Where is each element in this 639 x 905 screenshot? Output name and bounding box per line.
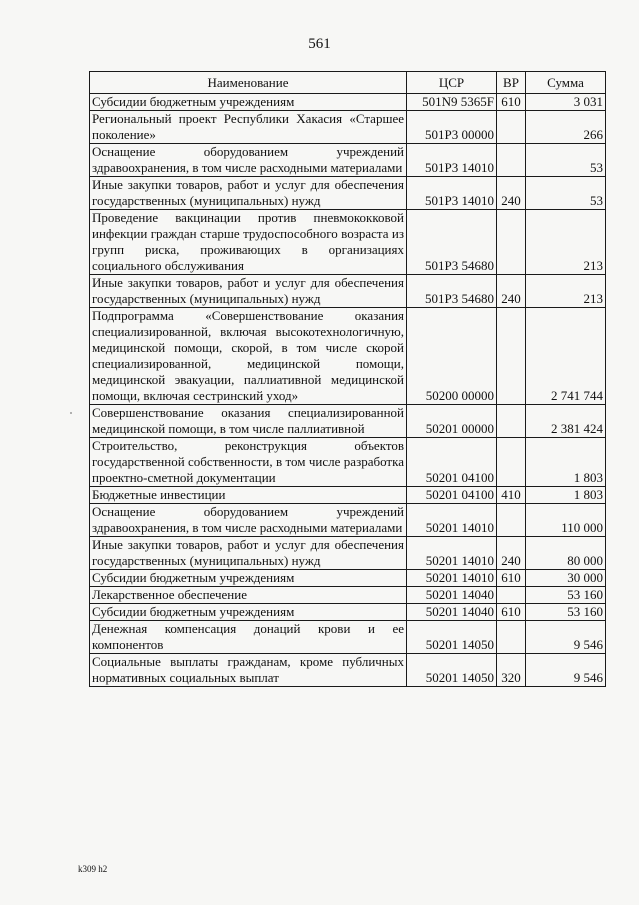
scan-mark — [70, 412, 72, 414]
budget-table — [89, 71, 606, 687]
cell-vr — [497, 308, 526, 405]
cell-vr: 610 — [497, 570, 526, 587]
cell-csr: 50200 00000 — [407, 308, 497, 405]
cell-sum: 2 381 424 — [526, 405, 606, 438]
cell-sum: 80 000 — [526, 537, 606, 570]
cell-csr: 501P3 54680 — [407, 210, 497, 275]
cell-vr: 610 — [497, 94, 526, 111]
cell-name: Иные закупки товаров, работ и услуг для обеспечения государственных (муниципальных) нужд — [90, 275, 407, 308]
cell-name: Оснащение оборудованием учреждений здравоохранения, в том числе расходными материалами — [90, 504, 407, 537]
cell-csr: 50201 04100 — [407, 487, 497, 504]
cell-csr: 50201 04100 — [407, 438, 497, 487]
table-row — [90, 177, 606, 210]
table-row — [90, 587, 606, 604]
cell-name: Проведение вакцинации против пневмококковой инфекции граждан старше трудоспособного возраста из групп риска, проживающих в организациях социального обслуживания — [90, 210, 407, 275]
cell-sum: 9 546 — [526, 621, 606, 654]
cell-name: Бюджетные инвестиции — [90, 487, 407, 504]
table-row — [90, 570, 606, 587]
header-sum: Сумма — [526, 72, 606, 94]
table-row — [90, 308, 606, 405]
cell-sum: 213 — [526, 275, 606, 308]
cell-name: Денежная компенсация донаций крови и ее компонентов — [90, 621, 407, 654]
cell-name: Субсидии бюджетным учреждениям — [90, 94, 407, 111]
cell-name: Совершенствование оказания специализированной медицинской помощи, в том числе паллиативной — [90, 405, 407, 438]
table-row — [90, 275, 606, 308]
header-csr: ЦСР — [407, 72, 497, 94]
cell-sum: 110 000 — [526, 504, 606, 537]
table-row — [90, 621, 606, 654]
cell-vr — [497, 210, 526, 275]
cell-csr: 50201 14010 — [407, 570, 497, 587]
cell-csr: 50201 14050 — [407, 654, 497, 687]
table-row — [90, 210, 606, 275]
cell-csr: 50201 14010 — [407, 504, 497, 537]
cell-sum: 3 031 — [526, 94, 606, 111]
table-row — [90, 94, 606, 111]
cell-sum: 53 — [526, 177, 606, 210]
cell-csr: 501P3 54680 — [407, 275, 497, 308]
cell-name: Иные закупки товаров, работ и услуг для обеспечения государственных (муниципальных) нужд — [90, 177, 407, 210]
cell-vr — [497, 621, 526, 654]
cell-sum: 213 — [526, 210, 606, 275]
table-row — [90, 487, 606, 504]
table-row — [90, 537, 606, 570]
cell-sum: 1 803 — [526, 438, 606, 487]
cell-sum: 30 000 — [526, 570, 606, 587]
table-row — [90, 405, 606, 438]
table-row — [90, 144, 606, 177]
cell-vr — [497, 405, 526, 438]
cell-sum: 1 803 — [526, 487, 606, 504]
cell-vr — [497, 144, 526, 177]
cell-sum: 53 160 — [526, 604, 606, 621]
table-row — [90, 504, 606, 537]
cell-name: Подпрограмма «Совершенствование оказания специализированной, включая высокотехнологичную, медицинской помощи, скорой, в том числе скорой специализированной, медицинской помощи, медицинской эвакуации, паллиативной медицинской помощи, включая сестринский уход» — [90, 308, 407, 405]
cell-vr: 610 — [497, 604, 526, 621]
cell-csr: 50201 00000 — [407, 405, 497, 438]
cell-name: Субсидии бюджетным учреждениям — [90, 570, 407, 587]
table-row — [90, 111, 606, 144]
cell-name: Иные закупки товаров, работ и услуг для обеспечения государственных (муниципальных) нужд — [90, 537, 407, 570]
cell-vr — [497, 438, 526, 487]
cell-csr: 50201 14040 — [407, 604, 497, 621]
cell-csr: 501N9 5365F — [407, 94, 497, 111]
cell-csr: 501P3 14010 — [407, 144, 497, 177]
cell-sum: 53 — [526, 144, 606, 177]
cell-vr: 320 — [497, 654, 526, 687]
cell-sum: 2 741 744 — [526, 308, 606, 405]
cell-vr: 240 — [497, 275, 526, 308]
cell-sum: 9 546 — [526, 654, 606, 687]
cell-name: Региональный проект Республики Хакасия «Старшее поколение» — [90, 111, 407, 144]
table-row — [90, 654, 606, 687]
table-header-row — [90, 72, 606, 94]
cell-vr: 240 — [497, 537, 526, 570]
cell-vr: 410 — [497, 487, 526, 504]
cell-vr — [497, 587, 526, 604]
header-vr: ВР — [497, 72, 526, 94]
cell-name: Оснащение оборудованием учреждений здравоохранения, в том числе расходными материалами — [90, 144, 407, 177]
cell-sum: 53 160 — [526, 587, 606, 604]
cell-csr: 50201 14010 — [407, 537, 497, 570]
cell-name: Лекарственное обеспечение — [90, 587, 407, 604]
page-number: 561 — [308, 36, 331, 52]
footer-code: k309 h2 — [78, 864, 108, 874]
cell-sum: 266 — [526, 111, 606, 144]
cell-csr: 50201 14040 — [407, 587, 497, 604]
cell-vr: 240 — [497, 177, 526, 210]
cell-csr: 50201 14050 — [407, 621, 497, 654]
table-row — [90, 438, 606, 487]
header-name: Наименование — [90, 72, 407, 94]
cell-vr — [497, 504, 526, 537]
cell-name: Строительство, реконструкция объектов государственной собственности, в том числе разработка проектно-сметной документации — [90, 438, 407, 487]
cell-name: Субсидии бюджетным учреждениям — [90, 604, 407, 621]
table-row — [90, 604, 606, 621]
cell-vr — [497, 111, 526, 144]
cell-csr: 501P3 00000 — [407, 111, 497, 144]
cell-csr: 501P3 14010 — [407, 177, 497, 210]
cell-name: Социальные выплаты гражданам, кроме публичных нормативных социальных выплат — [90, 654, 407, 687]
